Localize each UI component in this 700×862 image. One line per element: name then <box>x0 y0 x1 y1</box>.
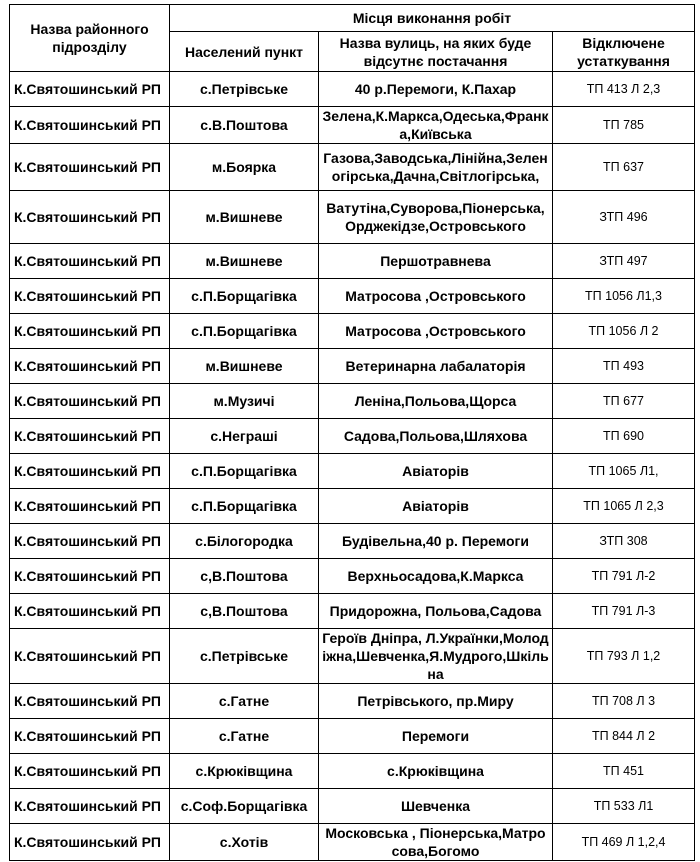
cell-streets: Петрівського, пр.Миру <box>319 684 553 719</box>
cell-equipment: ТП 791 Л-2 <box>553 559 695 594</box>
table-row <box>10 559 695 594</box>
table-row <box>10 384 695 419</box>
cell-settlement: м.Боярка <box>170 144 319 191</box>
cell-unit: К.Святошинський РП <box>10 349 170 384</box>
cell-unit: К.Святошинський РП <box>10 244 170 279</box>
cell-unit: К.Святошинський РП <box>10 824 170 861</box>
cell-streets: Ветеринарна лабалаторія <box>319 349 553 384</box>
cell-settlement: с.Крюківщина <box>170 754 319 789</box>
cell-streets: Ватутіна,Суворова,Піонерська,Орджекідзе,Островського <box>319 191 553 244</box>
cell-settlement: с.П.Борщагівка <box>170 489 319 524</box>
cell-streets: Садова,Польова,Шляхова <box>319 419 553 454</box>
cell-settlement: с.Соф.Борщагівка <box>170 789 319 824</box>
cell-equipment: ТП 793 Л 1,2 <box>553 629 695 684</box>
cell-settlement: м.Вишневе <box>170 349 319 384</box>
cell-unit: К.Святошинський РП <box>10 72 170 107</box>
cell-unit: К.Святошинський РП <box>10 144 170 191</box>
header-unit: Назва районного підрозділу <box>10 5 170 72</box>
table-row <box>10 279 695 314</box>
cell-settlement: с.Гатне <box>170 684 319 719</box>
cell-unit: К.Святошинський РП <box>10 754 170 789</box>
cell-unit: К.Святошинський РП <box>10 559 170 594</box>
cell-settlement: с.П.Борщагівка <box>170 454 319 489</box>
cell-settlement: с.Гатне <box>170 719 319 754</box>
header-settlement: Населений пункт <box>170 32 319 72</box>
cell-equipment: ТП 413 Л 2,3 <box>553 72 695 107</box>
cell-unit: К.Святошинський РП <box>10 419 170 454</box>
cell-equipment: ТП 469 Л 1,2,4 <box>553 824 695 861</box>
table-row <box>10 684 695 719</box>
cell-settlement: с,В.Поштова <box>170 594 319 629</box>
cell-streets: Перемоги <box>319 719 553 754</box>
cell-settlement: с.П.Борщагівка <box>170 314 319 349</box>
cell-equipment: ТП 785 <box>553 107 695 144</box>
cell-streets: Зелена,К.Маркса,Одеська,Франка,Київська <box>319 107 553 144</box>
cell-settlement: с.П.Борщагівка <box>170 279 319 314</box>
cell-settlement: с.В.Поштова <box>170 107 319 144</box>
cell-settlement: с.Білогородка <box>170 524 319 559</box>
outage-table <box>9 4 695 861</box>
cell-equipment: ТП 708 Л 3 <box>553 684 695 719</box>
cell-equipment: ТП 637 <box>553 144 695 191</box>
cell-streets: 40 р.Перемоги, К.Пахар <box>319 72 553 107</box>
cell-unit: К.Святошинський РП <box>10 454 170 489</box>
cell-streets: Авіаторів <box>319 454 553 489</box>
table-row <box>10 349 695 384</box>
cell-unit: К.Святошинський РП <box>10 594 170 629</box>
cell-settlement: с.Неграші <box>170 419 319 454</box>
cell-equipment: ЗТП 497 <box>553 244 695 279</box>
cell-settlement: с.Петрівське <box>170 72 319 107</box>
cell-streets: Авіаторів <box>319 489 553 524</box>
cell-equipment: ТП 677 <box>553 384 695 419</box>
cell-unit: К.Святошинський РП <box>10 629 170 684</box>
table-row <box>10 314 695 349</box>
cell-unit: К.Святошинський РП <box>10 719 170 754</box>
cell-unit: К.Святошинський РП <box>10 279 170 314</box>
cell-settlement: с,В.Поштова <box>170 559 319 594</box>
table-row <box>10 719 695 754</box>
cell-equipment: ТП 791 Л-3 <box>553 594 695 629</box>
cell-streets: Матросова ,Островського <box>319 279 553 314</box>
cell-unit: К.Святошинський РП <box>10 524 170 559</box>
cell-streets: с.Крюківщина <box>319 754 553 789</box>
table-row <box>10 454 695 489</box>
header-works-place: Місця виконання робіт <box>170 5 695 32</box>
cell-equipment: ЗТП 496 <box>553 191 695 244</box>
header-streets: Назва вулиць, на яких буде відсутнє постачання <box>319 32 553 72</box>
cell-streets: Героїв Дніпра, Л.Українки,Молодіжна,Шевченка,Я.Мудрого,Шкільна <box>319 629 553 684</box>
cell-unit: К.Святошинський РП <box>10 684 170 719</box>
table-row <box>10 524 695 559</box>
cell-equipment: ТП 690 <box>553 419 695 454</box>
table-row <box>10 824 695 861</box>
cell-streets: Верхньосадова,К.Маркса <box>319 559 553 594</box>
cell-settlement: м.Вишневе <box>170 244 319 279</box>
table-row <box>10 594 695 629</box>
cell-settlement: с.Хотів <box>170 824 319 861</box>
cell-equipment: ТП 1065 Л 2,3 <box>553 489 695 524</box>
table-row <box>10 72 695 107</box>
table-row <box>10 629 695 684</box>
table-row <box>10 244 695 279</box>
table-row <box>10 144 695 191</box>
cell-equipment: ТП 493 <box>553 349 695 384</box>
cell-equipment: ТП 451 <box>553 754 695 789</box>
cell-equipment: ТП 1065 Л1, <box>553 454 695 489</box>
cell-streets: Матросова ,Островського <box>319 314 553 349</box>
cell-streets: Будівельна,40 р. Перемоги <box>319 524 553 559</box>
cell-settlement: м.Музичі <box>170 384 319 419</box>
cell-equipment: ТП 844 Л 2 <box>553 719 695 754</box>
cell-streets: Шевченка <box>319 789 553 824</box>
table-row <box>10 489 695 524</box>
cell-unit: К.Святошинський РП <box>10 384 170 419</box>
cell-equipment: ТП 533 Л1 <box>553 789 695 824</box>
cell-equipment: ЗТП 308 <box>553 524 695 559</box>
cell-equipment: ТП 1056 Л1,3 <box>553 279 695 314</box>
cell-streets: Придорожна, Польова,Садова <box>319 594 553 629</box>
cell-equipment: ТП 1056 Л 2 <box>553 314 695 349</box>
table-row <box>10 191 695 244</box>
header-equipment: Відключене устаткування <box>553 32 695 72</box>
cell-settlement: м.Вишневе <box>170 191 319 244</box>
table-row <box>10 789 695 824</box>
cell-streets: Першотравнева <box>319 244 553 279</box>
cell-unit: К.Святошинський РП <box>10 489 170 524</box>
cell-unit: К.Святошинський РП <box>10 107 170 144</box>
table-row <box>10 107 695 144</box>
cell-unit: К.Святошинський РП <box>10 314 170 349</box>
table-row <box>10 419 695 454</box>
cell-streets: Леніна,Польова,Щорса <box>319 384 553 419</box>
cell-streets: Газова,Заводська,Лінійна,Зеленогірська,Дачна,Світлогірська, <box>319 144 553 191</box>
cell-unit: К.Святошинський РП <box>10 191 170 244</box>
cell-settlement: с.Петрівське <box>170 629 319 684</box>
table-row <box>10 754 695 789</box>
cell-unit: К.Святошинський РП <box>10 789 170 824</box>
cell-streets: Московська , Піонерська,Матросова,Богомо <box>319 824 553 861</box>
